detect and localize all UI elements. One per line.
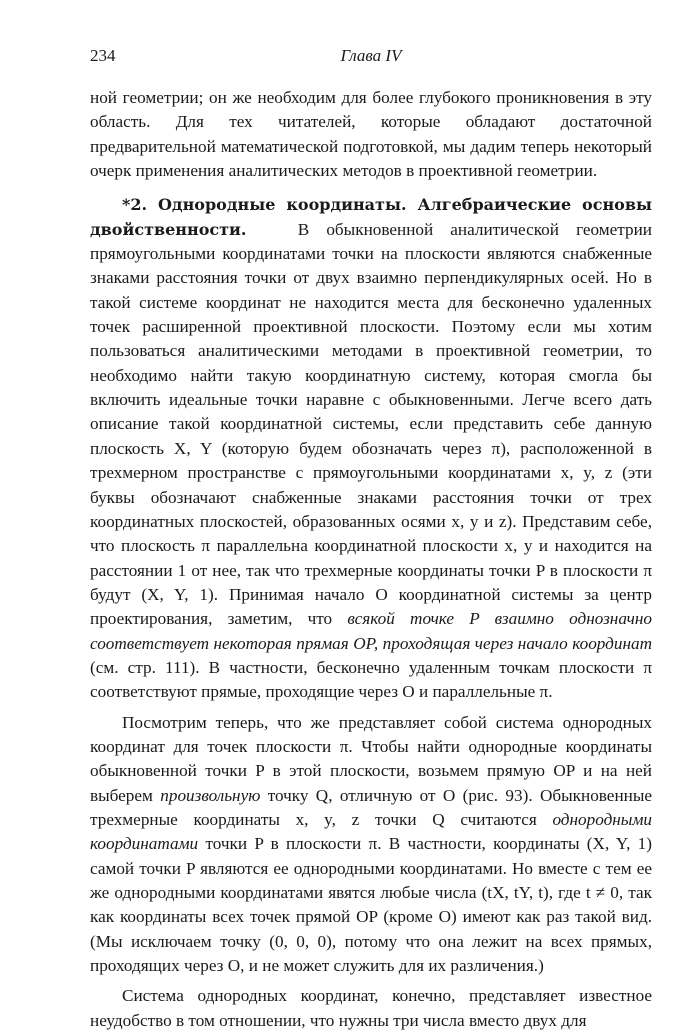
para3-italic-2: однородными координатами xyxy=(90,809,653,854)
paragraph-last: Система однородных координат, конечно, представляет известное неудобство в том отношении, что нужны три числа вместо двух для xyxy=(90,986,652,1030)
para3-c: точку Q, отличную от O (рис. 93). Обыкновенные трехмерные координаты x, y, z точки Q считаются xyxy=(90,785,653,829)
section-text: В обыкновенной аналитической геометрии прямоугольными координатами точки на плоскости являются снабженные знаками расстояния точки от двух взаимно перпендикулярных осей. Но в такой системе координат не находится места для бесконечно удаленных точек расширенной проективной плоскости. Поэтому если мы хотим пользоваться аналитическими методами в проективной геометрии, то необходимо найти такую координатную систему, которая смогла бы включить идеальные точки наравне с обыкновенными. Легче всего дать описание такой координатной системы, если представить себе данную плоскость X, Y (которую будем обозначать через π), расположенной в трехмерном пространстве с прямоугольными координатами x, y, z (эти буквы обозначают снабженные знаками расстояния точки от трех координатных плоскостей, образованных осями x, y и z). Представим себе, что плоскость π параллельна координатной плоскости x, y и находится на расстоянии 1 от нее, так что трехмерные координаты точки P в плоскости π будут (X, Y, 1). Принимая начало O координатной системы за центр проектирования, заметим, что xyxy=(90,219,653,629)
section-paragraph xyxy=(90,193,652,704)
section-italic: всякой точке P взаимно однозначно соответствует некоторая прямая OP, проходящая через начало координат xyxy=(90,609,653,653)
page-header xyxy=(90,44,652,68)
chapter-title: Глава IV xyxy=(340,46,402,65)
section-title: *2. Однородные координаты. Алгебраические основы двойственности. xyxy=(90,195,652,239)
para3-a: Посмотрим теперь, что же представляет собой система однородных координат для точек плоскости π. Чтобы найти однородные координаты обыкновенной точки P в этой плоскости, возьмем прямую OP и на ней выберем xyxy=(90,712,652,805)
para3-e: точки P в плоскости π. В частности, координаты (X, Y, 1) самой точки P являются ее однородными координатами. Но вместе с тем ее же однородными координатами явятся любые числа (tX, tY, t), где t ≠ 0, так как координаты всех точек прямой OP (кроме O) имеют как раз такой вид. (Мы исключаем точку (0, 0, 0), потому что она лежит на всех прямых, проходящих через O, и не может служить для их различения.) xyxy=(90,834,652,976)
paragraph-homogeneous xyxy=(90,711,652,979)
para3-italic-1: произвольную xyxy=(160,785,261,805)
paragraph-continuation: ной геометрии; он же необходим для более глубокого проникновения в эту область. Для тех читателей, которые обладают достаточной предварительной математической подготовкой, мы дадим теперь некоторый очерк применения аналитических методов в проективной геометрии. xyxy=(90,88,652,181)
page-number: 234 xyxy=(90,46,116,65)
section-text-end: (см. стр. 111). В частности, бесконечно удаленным точкам плоскости π соответствуют прямые, проходящие через O и параллельные π. xyxy=(90,657,652,702)
